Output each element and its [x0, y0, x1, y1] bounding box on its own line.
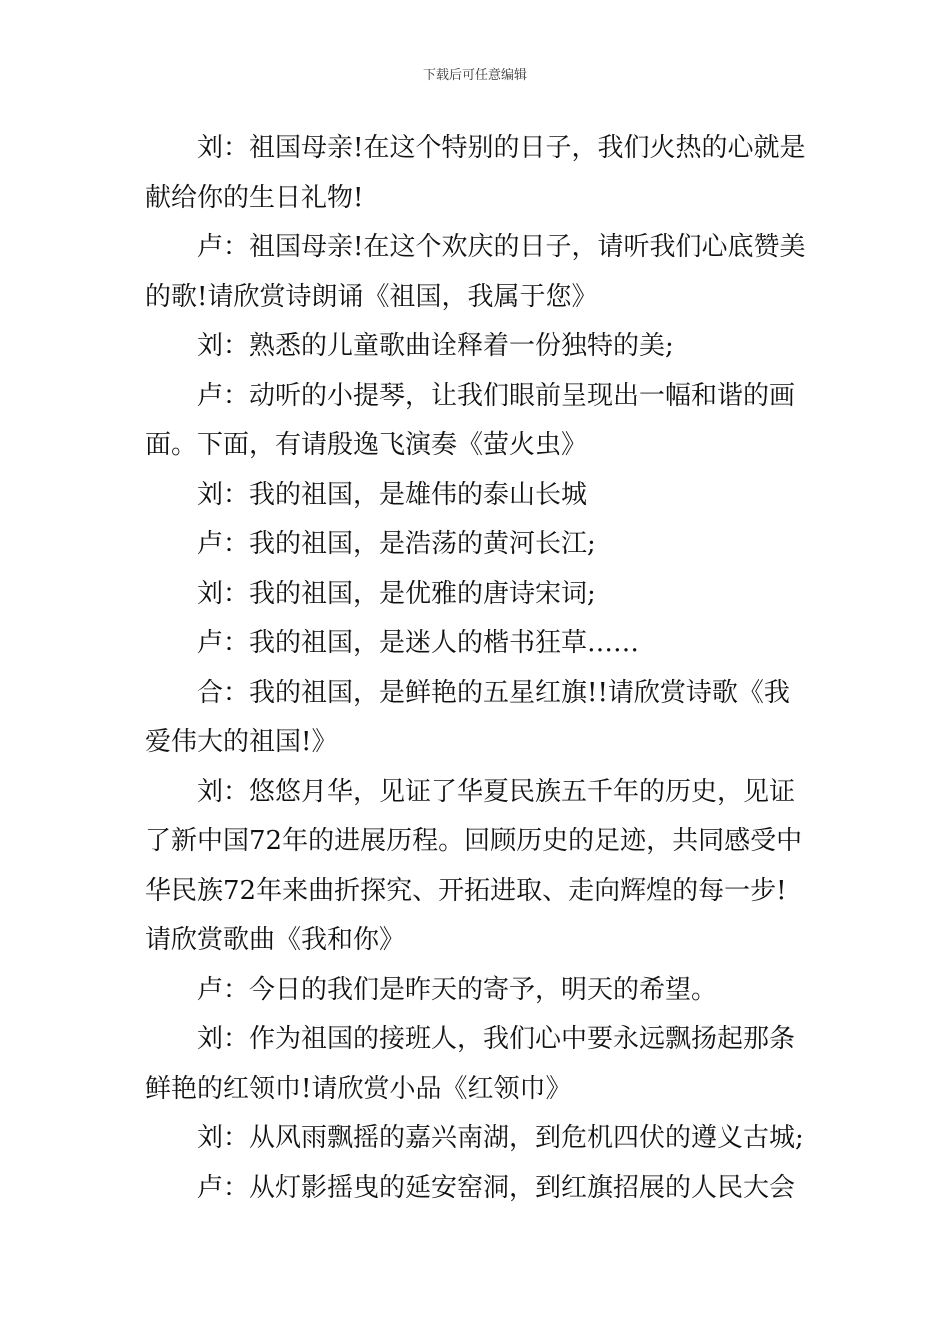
- paragraph: 合：我的祖国，是鲜艳的五星红旗!!请欣赏诗歌《我爱伟大的祖国!》: [145, 677, 790, 757]
- paragraph: 刘：我的祖国，是雄伟的泰山长城: [197, 479, 588, 510]
- paragraph: 刘：熟悉的儿童歌曲诠释着一份独特的美;: [197, 331, 674, 361]
- paragraph: 卢：祖国母亲!在这个欢庆的日子，请听我们心底赞美的歌!请欣赏诗朗诵《祖国，我属于您》: [145, 232, 806, 312]
- paragraph: 卢：动听的小提琴，让我们眼前呈现出一幅和谐的画面。下面，有请殷逸飞演奏《萤火虫》: [145, 380, 796, 460]
- paragraph: 刘：悠悠月华，见证了华夏民族五千年的历史，见证了新中国72年的进展历程。回顾历史的足迹，共同感受中华民族72年来曲折探究、开拓进取、走向辉煌的每一步!请欣赏歌曲《我和你》: [145, 776, 803, 955]
- paragraph: 刘：祖国母亲!在这个特别的日子，我们火热的心就是献给你的生日礼物!: [145, 133, 806, 213]
- paragraph: 卢：今日的我们是昨天的寄予，明天的希望。: [197, 974, 718, 1005]
- paragraph: 刘：我的祖国，是优雅的唐诗宋词;: [197, 578, 596, 609]
- paragraph: 卢：从灯影摇曳的延安窑洞，到红旗招展的人民大会: [197, 1172, 796, 1203]
- page-header: 下载后可任意编辑: [422, 68, 527, 83]
- paragraph: 刘：从风雨飘摇的嘉兴南湖，到危机四伏的遵义古城;: [197, 1123, 804, 1153]
- document-body: [145, 124, 809, 1213]
- paragraph: 刘：作为祖国的接班人，我们心中要永远飘扬起那条鲜艳的红领巾!请欣赏小品《红领巾》: [145, 1024, 796, 1104]
- paragraph: 卢：我的祖国，是迷人的楷书狂草……: [197, 628, 640, 658]
- paragraph: 卢：我的祖国，是浩荡的黄河长江;: [197, 529, 596, 559]
